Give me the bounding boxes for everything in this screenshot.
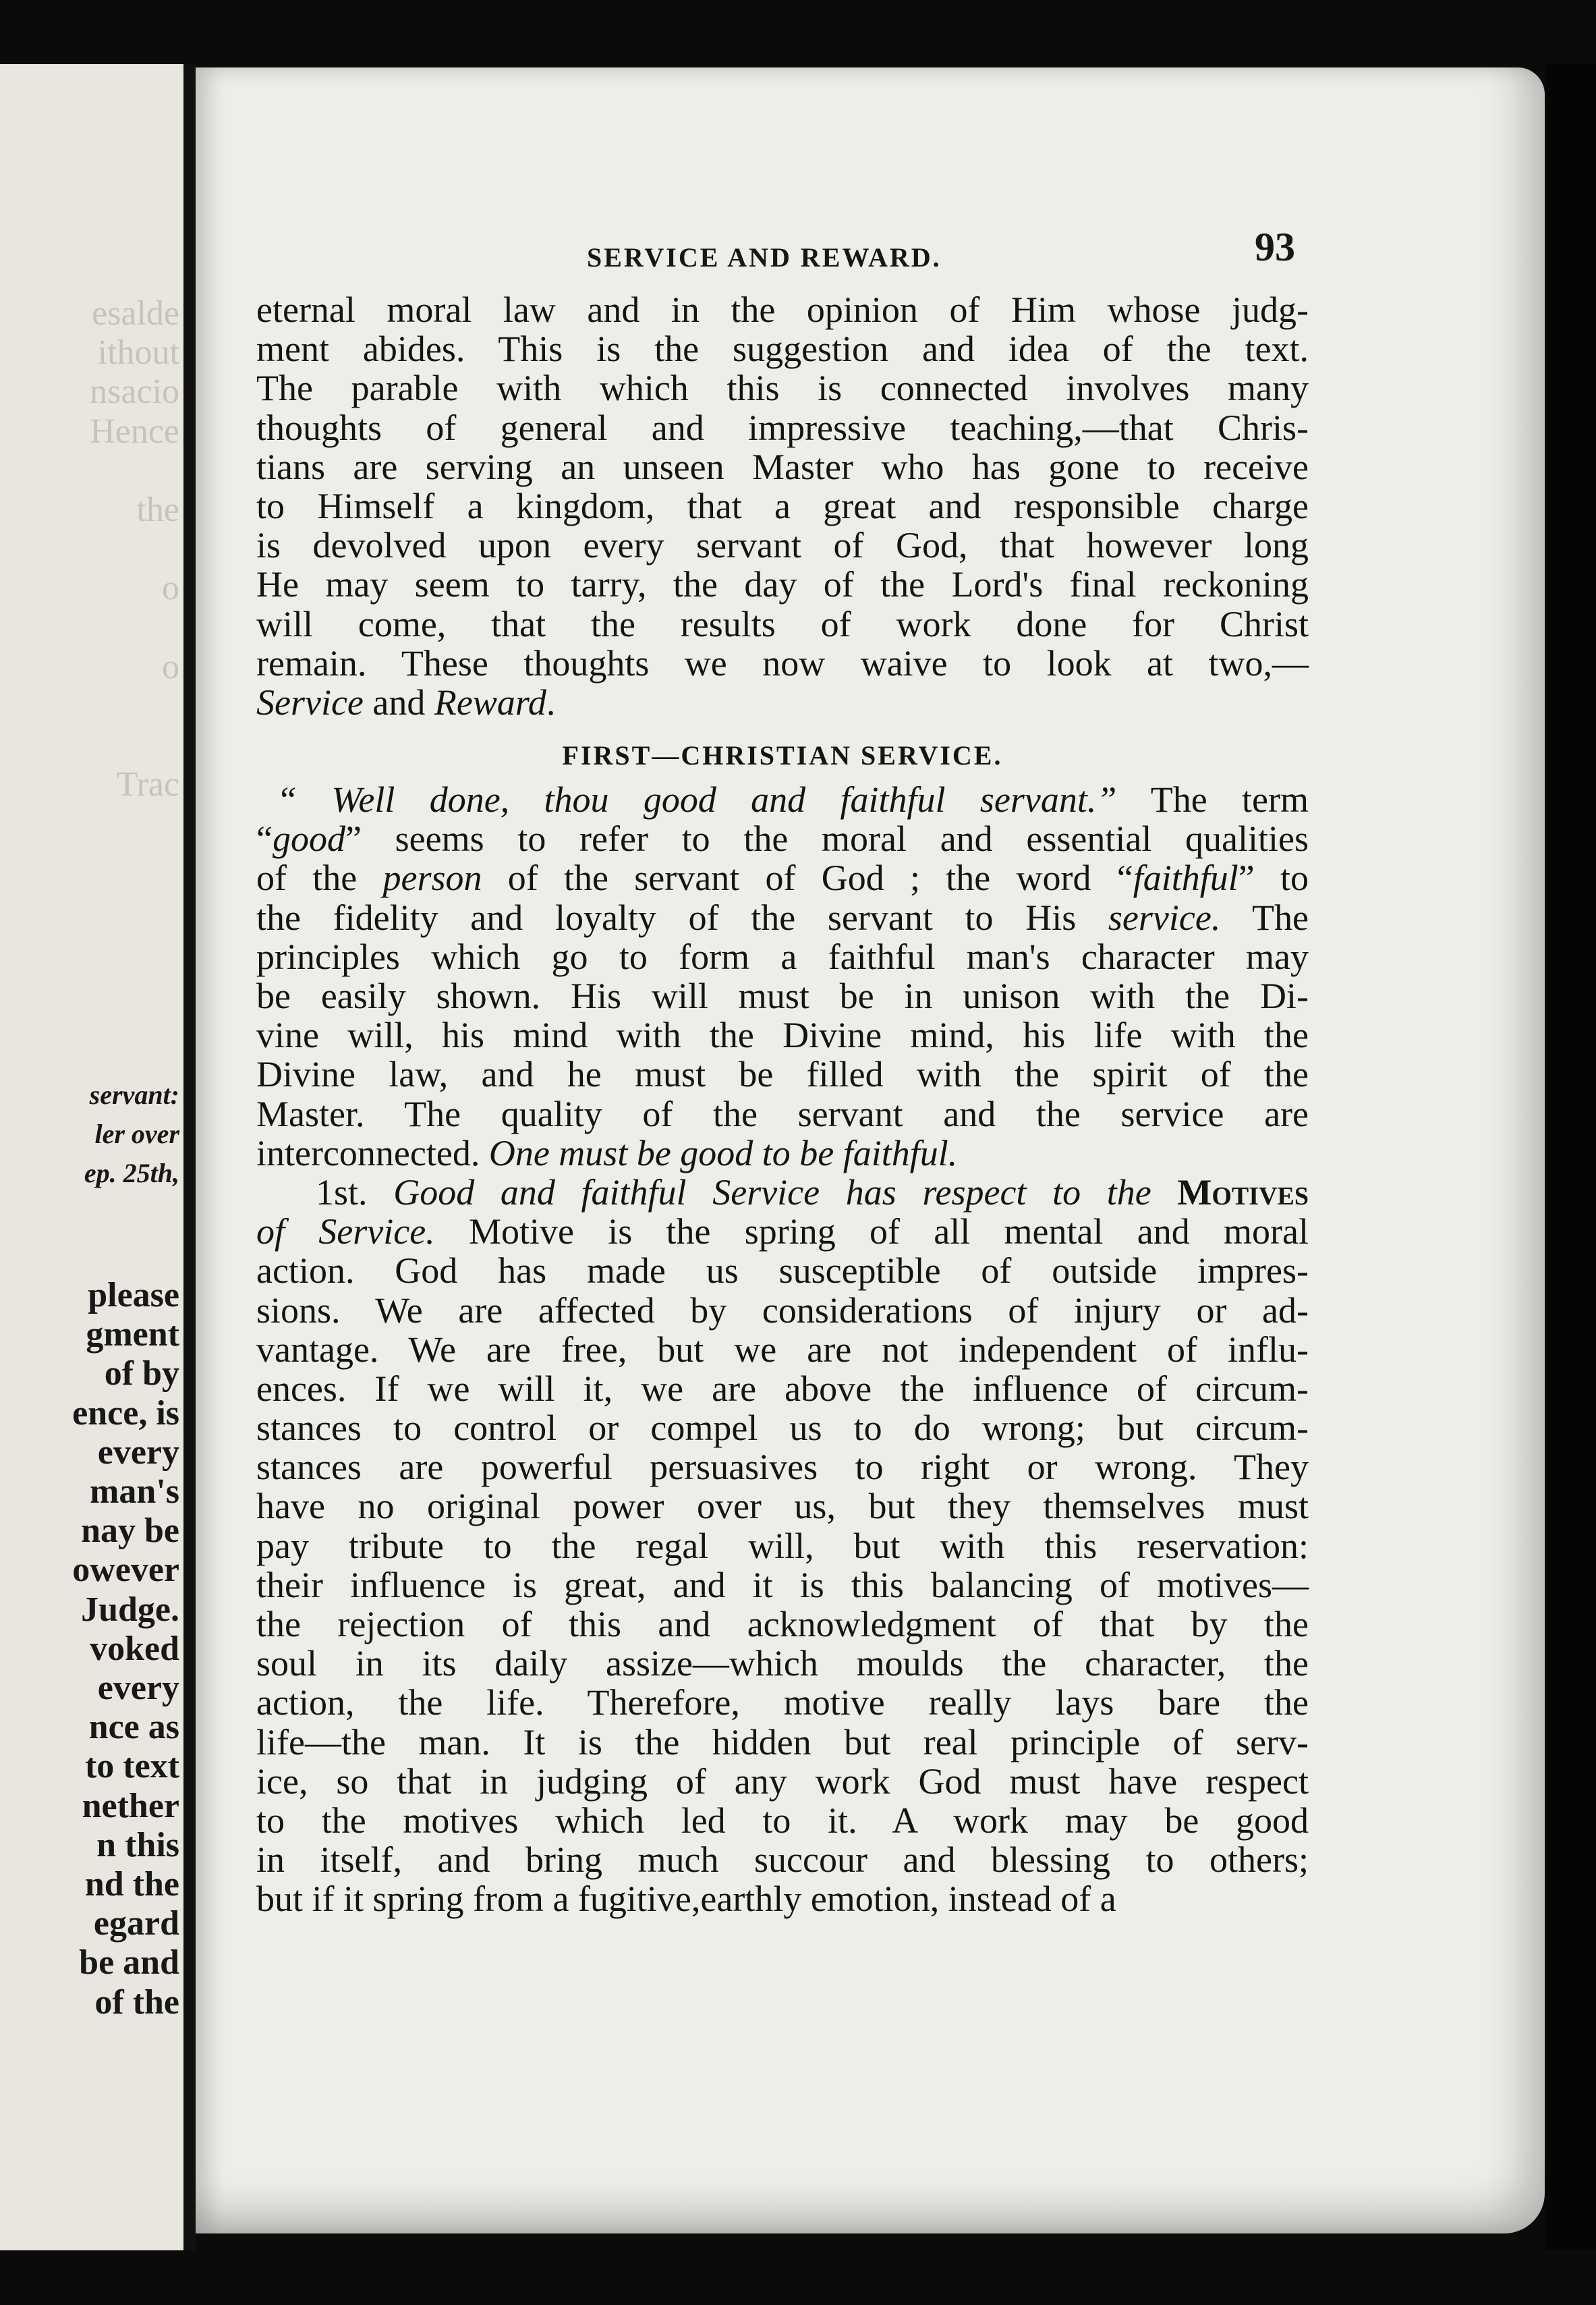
text-span: ” to <box>1238 858 1309 899</box>
paragraph-3-lines <box>256 1251 1309 1918</box>
text-line: He may seem to tarry, the day of the Lord's final reckoning <box>256 564 1309 605</box>
facing-page-text: Hence <box>90 412 179 451</box>
facing-page-text: to text <box>84 1747 179 1786</box>
text-line <box>256 1173 1309 1212</box>
text-span: of the <box>256 858 383 899</box>
smallcaps-span: Motives <box>1151 1171 1309 1213</box>
running-head: SERVICE AND REWARD. <box>587 242 942 273</box>
quote-italic: “ Well done, thou good and faithful servant.” <box>277 779 1117 821</box>
italic-span: faithful <box>1133 858 1238 899</box>
text-line: is devolved upon every servant of God, that however long <box>256 525 1309 566</box>
section-heading: FIRST—CHRISTIAN SERVICE. <box>562 740 1003 771</box>
text-span: interconnected. <box>256 1132 489 1173</box>
text-line: will come, that the results of work done for Christ <box>256 603 1309 644</box>
book-page <box>196 67 1545 2233</box>
text-line: The parable with which this is connected involves many <box>256 368 1309 409</box>
facing-page-text: egard <box>93 1904 179 1943</box>
text-span: 1st. <box>316 1171 394 1213</box>
facing-page-text: every <box>97 1433 179 1472</box>
scan-border <box>1545 64 1596 2250</box>
paragraph-1-last-line <box>256 683 1309 722</box>
text-line <box>256 819 1309 858</box>
facing-page-text: ence, is <box>72 1393 179 1433</box>
facing-page-text: ep. 25th, <box>84 1158 179 1189</box>
facing-page-text: gment <box>86 1315 179 1354</box>
paragraph-3 <box>256 1173 1309 1919</box>
text-line: but if it spring from a fugitive,earthly emotion, instead of a <box>256 1879 1116 1920</box>
facing-page-text: nether <box>82 1786 179 1825</box>
period: . <box>546 682 556 723</box>
facing-page-text: ler over <box>94 1119 179 1150</box>
text-line: to the motives which led to it. A work may be good <box>256 1800 1309 1841</box>
facing-page-text: Judge. <box>81 1590 179 1629</box>
facing-page-text: man's <box>90 1472 179 1511</box>
facing-page-text: nay be <box>81 1511 179 1551</box>
text-line: ment abides. This is the suggestion and idea of the text. <box>256 329 1309 370</box>
service-word: Service <box>256 682 364 723</box>
text-line: in itself, and bring much succour and blessing to others; <box>256 1839 1309 1881</box>
text-line: stances are powerful persuasives to right or wrong. They <box>256 1447 1309 1488</box>
facing-page-text: please <box>88 1276 179 1314</box>
text-line <box>256 1134 1309 1173</box>
text-span: “ <box>256 818 273 860</box>
facing-page-text: o <box>162 569 179 608</box>
text-line: life—the man. It is the hidden but real principle of serv- <box>256 1721 1309 1762</box>
facing-page-text: the <box>136 491 179 529</box>
text-line: Divine law, and he must be filled with the spirit of the <box>256 1054 1309 1095</box>
italic-span: of Service. <box>256 1211 435 1252</box>
text-line <box>256 780 1309 819</box>
text-line: the rejection of this and acknowledgment of that by the <box>256 1604 1309 1644</box>
facing-page-text: every <box>97 1669 179 1707</box>
facing-page-text: of by <box>104 1354 179 1393</box>
text-span: of the servant of God ; the word “ <box>482 858 1133 899</box>
facing-page-text: be and <box>79 1943 179 1982</box>
text-line <box>256 858 1309 897</box>
italic-span: person <box>382 858 482 899</box>
paragraph-2 <box>256 780 1309 1173</box>
text-line <box>256 898 1309 937</box>
paragraph-2-lines <box>256 937 1309 1134</box>
text-line: pay tribute to the regal will, but with this reservation: <box>256 1525 1309 1566</box>
reward-word: Reward <box>434 682 546 723</box>
text-line: soul in its daily assize—which moulds the character, the <box>256 1643 1309 1684</box>
text-line: vantage. We are free, but we are not independent of influ- <box>256 1329 1309 1370</box>
facing-page-fragment <box>0 64 183 2250</box>
book-gutter <box>183 64 196 2250</box>
text-line: to Himself a kingdom, that a great and responsible charge <box>256 485 1309 526</box>
text-line: eternal moral law and in the opinion of Him whose judg- <box>256 289 1309 330</box>
text-span: the fidelity and loyalty of the servant to His <box>256 897 1108 938</box>
text-line: their influence is great, and it is this balancing of motives— <box>256 1564 1309 1605</box>
facing-page-text: servant: <box>89 1080 179 1110</box>
text-line: principles which go to form a faithful man's character may <box>256 936 1309 977</box>
text-line: vine will, his mind with the Divine mind, his life with the <box>256 1015 1309 1056</box>
italic-span: Good and faithful Service has respect to the <box>393 1171 1151 1213</box>
facing-page-text: o <box>162 647 179 686</box>
text-line: Master. The quality of the servant and the service are <box>256 1093 1309 1134</box>
text-line: action, the life. Therefore, motive really lays bare the <box>256 1682 1309 1723</box>
text-line: remain. These thoughts we now waive to look at two,— <box>256 642 1309 684</box>
text-span: The <box>1220 897 1309 938</box>
page-body <box>256 290 1309 1919</box>
facing-page-text: nd the <box>84 1865 179 1904</box>
text-line: stances to control or compel us to do wrong; but circum- <box>256 1408 1309 1449</box>
facing-page-text: esalde <box>92 294 179 333</box>
text-line: be easily shown. His will must be in unison with the Di- <box>256 976 1309 1016</box>
text-line: tians are serving an unseen Master who has gone to receive <box>256 446 1309 487</box>
italic-span: good <box>272 818 345 860</box>
facing-page-text: of the <box>94 1982 179 2022</box>
italic-span: service. <box>1108 897 1221 938</box>
and-word: and <box>363 682 434 723</box>
facing-page-text: n this <box>96 1825 179 1864</box>
text-line: ice, so that in judging of any work God must have respect <box>256 1760 1309 1802</box>
facing-page-text: nce as <box>88 1708 179 1747</box>
text-span: Motive is the spring of all mental and moral <box>434 1211 1309 1252</box>
text-line: have no original power over us, but they themselves must <box>256 1486 1309 1527</box>
page-number: 93 <box>1255 225 1295 269</box>
text-line <box>256 1212 1309 1251</box>
text-span: The term <box>1116 779 1309 821</box>
text-line: action. God has made us susceptible of outside impres- <box>256 1250 1309 1292</box>
text-line: sions. We are affected by considerations of injury or ad- <box>256 1289 1309 1331</box>
facing-page-text: ithout <box>97 333 179 372</box>
text-line: ences. If we will it, we are above the influence of circum- <box>256 1368 1309 1409</box>
facing-page-text: owever <box>72 1551 179 1590</box>
paragraph-1 <box>256 290 1309 683</box>
facing-page-text: nsacio <box>90 372 179 412</box>
facing-page-text: Trac <box>116 765 179 804</box>
text-line: thoughts of general and impressive teaching,—that Chris- <box>256 407 1309 448</box>
facing-page-text: voked <box>90 1629 179 1668</box>
text-span: ” seems to refer to the moral and essential qualities <box>345 818 1309 860</box>
italic-span: One must be good to be faithful. <box>488 1132 958 1173</box>
